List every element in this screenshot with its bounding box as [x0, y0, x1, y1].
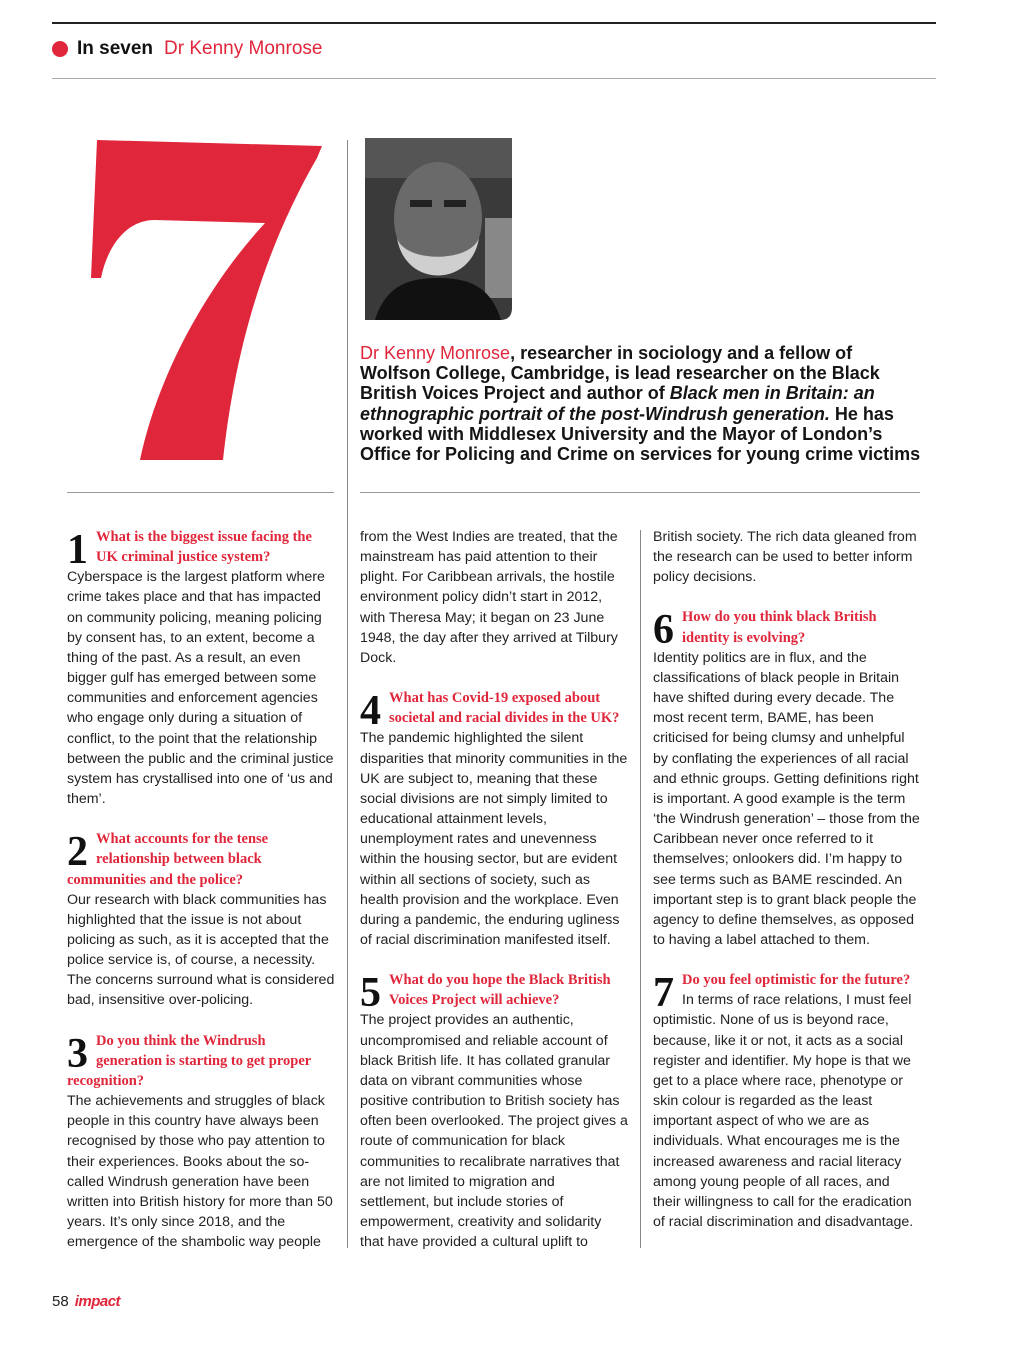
brand-logo: impact — [74, 1293, 121, 1310]
question-4 — [360, 688, 628, 735]
header-rule — [52, 78, 936, 79]
answer-5: The project provides an authentic, uncompromised and reliable account of black British life. It has collated granular data on vibrant communities whose positive contribution to British society has often been overlooked. The project gives a route of communication for black communities to recalibrate narratives that are not limited to migration and settlement, but include stories of empowerment, creativity and solidarity that have provided a cultural uplift to — [360, 1012, 628, 1251]
question-text: What has Covid-19 exposed about societal and racial divides in the UK? — [389, 690, 620, 727]
question-2 — [67, 829, 335, 889]
answer-3: The achievements and struggles of black people in this country have always been recognised by those who pay attention to their experiences. Books about the so-called Windrush generation have been written into British history for more than 50 years. It’s only since 2018, and the emergence of the shambolic way people — [67, 1093, 333, 1251]
bio-rule-right — [360, 492, 920, 493]
question-text: What accounts for the tense relationship between black communities and the police? — [67, 831, 269, 888]
question-number: 7 — [653, 970, 674, 1017]
column-3 — [653, 527, 921, 1232]
question-3 — [67, 1031, 335, 1091]
big-numeral-seven — [85, 138, 330, 463]
bio-name: Dr Kenny Monrose — [360, 343, 511, 363]
question-text: What do you hope the Black British Voices Project will achieve? — [389, 972, 611, 1009]
question-1 — [67, 527, 335, 573]
question-number: 2 — [67, 829, 88, 876]
question-7 — [653, 970, 921, 1017]
bio-text-end: He has worked with Middlesex University and the Mayor of London’s Office for Policing and Crime on services for young crime victims — [360, 403, 921, 465]
question-number: 3 — [67, 1030, 88, 1077]
question-text: Do you feel optimistic for the future? — [682, 972, 911, 989]
header-name: Dr Kenny Monrose — [164, 38, 323, 59]
page-number: 58 — [52, 1293, 69, 1310]
column-divider — [347, 140, 348, 1248]
answer-4: The pandemic highlighted the silent disparities that minority communities in the UK are subject to, meaning that these social divisions are not simply limited to educational attainment levels, unemployment rates and unevenness within the housing sector, but are evident within all sections of society, such as health provision and the workplace. Even during a pandemic, the enduring ugliness of racial discrimination manifested itself. — [360, 730, 628, 948]
answer-7: In terms of race relations, I must feel optimistic. None of us is beyond race, because, like it or not, it acts as a social register and identifier. My hope is that we get to a place where race, phenotype or skin colour is regarded as the least important aspect of who we are as individuals. What encourages me is the increased awareness and racial literacy among young people of all races, and their willingness to call for the eradication of racial discrimination and disadvantage. — [653, 992, 914, 1230]
column-1 — [67, 527, 335, 1252]
bullet-icon — [52, 41, 68, 57]
column-divider-2 — [640, 530, 641, 1248]
answer-5-continued: British society. The rich data gleaned from the research can be used to better inform policy decisions. — [653, 529, 917, 586]
question-number: 1 — [67, 527, 88, 573]
author-bio — [360, 343, 925, 464]
page-footer — [52, 1293, 120, 1310]
question-6 — [653, 607, 921, 654]
answer-6: Identity politics are in flux, and the classifications of black people in Britain have shifted during every decade. The most recent term, BAME, has been criticised for being clumsy and unhelpful by conflating the experiences of all racial and ethnic groups. Getting definitions right is important. A good example is the term ‘the Windrush generation’ – those from the Caribbean never once referred to it themselves; onlookers did. I’m happy to see terms such as BAME rescinded. An important step is to grant black people the agency to define themselves, as opposed to having a label attached to them. — [653, 649, 920, 948]
question-text: What is the biggest issue facing the UK criminal justice system? — [96, 529, 312, 566]
question-number: 6 — [653, 607, 674, 654]
author-photo — [365, 138, 512, 320]
section-label: In seven — [77, 38, 154, 59]
top-rule — [52, 22, 936, 24]
question-number: 4 — [360, 688, 381, 735]
book-title: Black men in Britain: an ethnographic portrait of the post-Windrush generation. — [360, 383, 875, 424]
answer-2: Our research with black communities has highlighted that the issue is not about policing as such, as it is accepted that the police service is, of course, a necessity. The concerns surround what is considered bad, insensitive over-policing. — [67, 891, 335, 1009]
column-2 — [360, 527, 628, 1252]
answer-3-continued: from the West Indies are treated, that the mainstream has paid attention to their plight. For Caribbean arrivals, the hostile environment policy didn’t start in 2012, with Theresa May; it began on 23 June 1948, the day after they arrived at Tilbury Dock. — [360, 529, 618, 666]
question-5 — [360, 970, 628, 1017]
bio-text: , researcher in sociology and a fellow of Wolfson College, Cambridge, is lead researcher on the Black British Voices Project and author of — [360, 343, 880, 404]
section-header — [52, 38, 322, 60]
bio-rule-left — [67, 492, 334, 493]
question-number: 5 — [360, 970, 381, 1017]
question-text: Do you think the Windrush generation is starting to get proper recognition? — [67, 1032, 311, 1089]
question-text: How do you think black British identity is evolving? — [682, 609, 877, 646]
answer-1: Cyberspace is the largest platform where crime takes place and that has impacted on community policing, meaning policing by consent has, to an extent, become a thing of the past. As a result, an even bigger gulf has emerged between some communities and enforcement agencies who engage only during a situation of conflict, to the point that the relationship between the public and the criminal justice system has crystallised into one of ‘us and them’. — [67, 569, 334, 808]
